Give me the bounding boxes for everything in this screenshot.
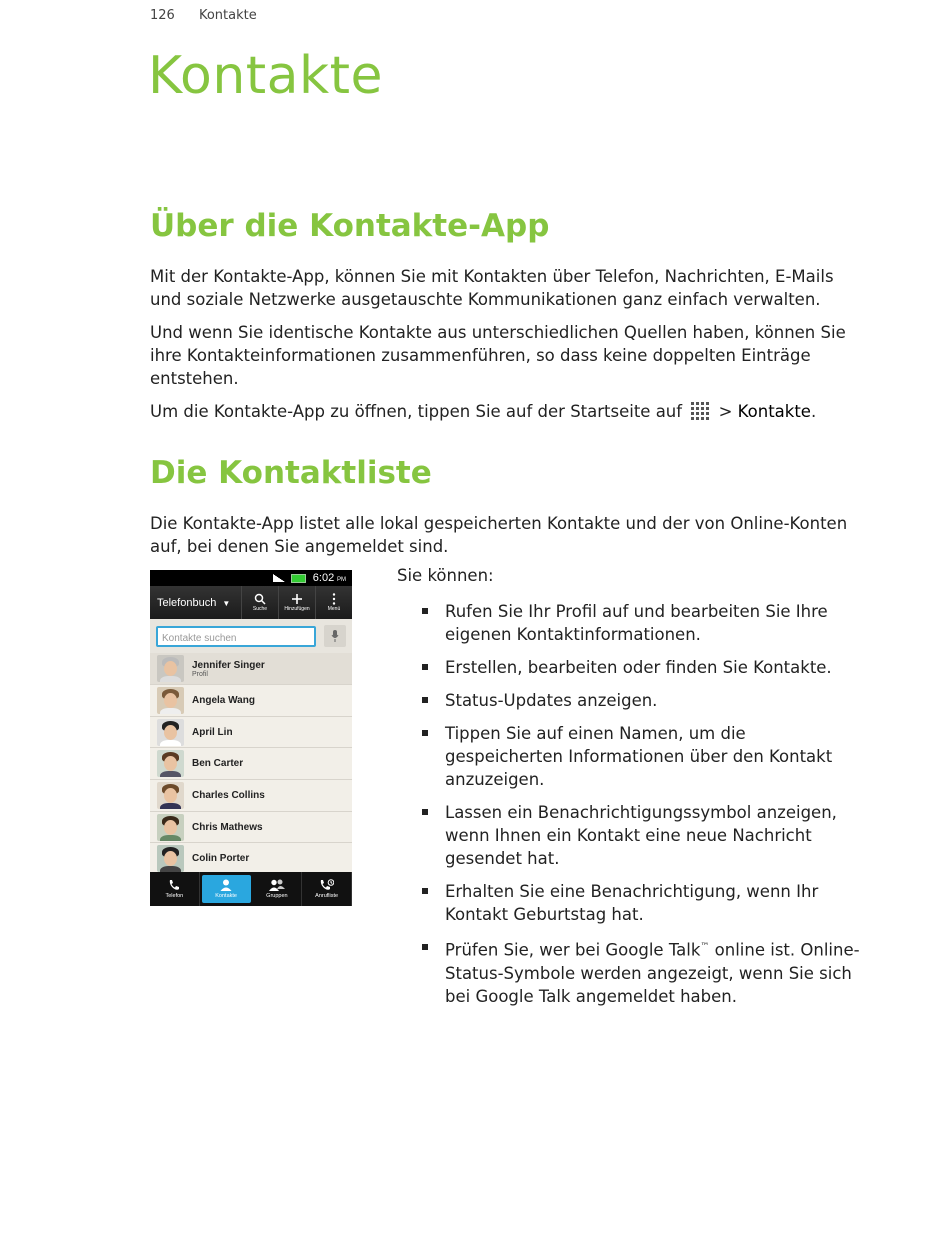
- phonebook-dropdown[interactable]: [150, 597, 241, 609]
- contact-name: Ben Carter: [192, 758, 244, 770]
- phone-action-bar: [150, 586, 352, 619]
- tab-anrufliste[interactable]: [302, 872, 352, 906]
- menu-action-label: Menü: [327, 606, 341, 612]
- search-icon: [254, 593, 266, 605]
- tab-kontakte[interactable]: [202, 875, 251, 903]
- google-talk-text-post: online ist. Online-Status-Symbole werden angezeigt, wenn Sie sich bei Google Talk angemeldet haben.: [445, 940, 860, 1006]
- tab-gruppen[interactable]: [253, 872, 303, 906]
- tab-anrufliste-label: Anrufliste: [315, 893, 339, 899]
- avatar: [157, 845, 184, 872]
- call-history-icon: [320, 879, 334, 891]
- avatar: [157, 655, 184, 682]
- list-item: Rufen Sie Ihr Profil auf und bearbeiten Sie Ihre eigenen Kontaktinformationen.: [420, 600, 860, 646]
- status-ampm: PM: [337, 577, 346, 583]
- list-item[interactable]: [150, 717, 352, 749]
- tab-gruppen-label: Gruppen: [266, 893, 288, 899]
- group-icon: [269, 879, 285, 891]
- running-section: Kontakte: [198, 8, 257, 23]
- list-item[interactable]: [150, 748, 352, 780]
- paragraph-about-2: Und wenn Sie identische Kontakte aus unterschiedlichen Quellen haben, können Sie ihre Kontakteinformationen zusammenführen, so dass keine doppelten Einträge entstehen.: [150, 323, 846, 388]
- profile-row[interactable]: [150, 653, 352, 685]
- list-item[interactable]: [150, 812, 352, 844]
- battery-icon: [291, 574, 306, 583]
- avatar: [157, 687, 184, 714]
- contact-name: Angela Wang: [192, 694, 255, 706]
- list-item: Status-Updates anzeigen.: [420, 689, 860, 712]
- plus-icon: [291, 593, 303, 605]
- overflow-menu-icon: [332, 593, 336, 605]
- section-heading-contact-list: Die Kontaktliste: [150, 455, 432, 491]
- signal-icon: [273, 574, 285, 582]
- list-item: Lassen ein Benachrichtigungssymbol anzeigen, wenn Ihnen ein Kontakt eine neue Nachricht gesendet hat.: [420, 801, 860, 870]
- open-app-text: Um die Kontakte-App zu öffnen, tippen Sie auf der Startseite auf: [150, 402, 683, 421]
- voice-search-button[interactable]: [324, 625, 346, 647]
- page-number: 126: [150, 8, 175, 23]
- avatar: [157, 814, 184, 841]
- contact-name: Colin Porter: [192, 853, 250, 865]
- contact-search-input[interactable]: Kontakte suchen: [156, 626, 316, 647]
- section-heading-about: Über die Kontakte-App: [150, 208, 550, 244]
- tab-telefon[interactable]: [150, 872, 200, 906]
- search-action-button[interactable]: [241, 586, 278, 619]
- chapter-title: Kontakte: [148, 46, 384, 106]
- phone-icon: [168, 879, 180, 891]
- profile-name: Jennifer Singer: [192, 659, 265, 671]
- paragraph-about-1: Mit der Kontakte-App, können Sie mit Kontakten über Telefon, Nachrichten, E-Mails und soziale Netzwerke ausgetauschte Kommunikationen ganz einfach verwalten.: [150, 267, 834, 309]
- kontakte-app-label: Kontakte: [737, 402, 811, 421]
- contact-name: Charles Collins: [192, 789, 265, 801]
- list-item[interactable]: [150, 843, 352, 875]
- phone-status-bar: [150, 570, 352, 586]
- add-action-button[interactable]: [278, 586, 315, 619]
- capabilities-intro: Sie können:: [397, 566, 494, 585]
- list-item: Erstellen, bearbeiten oder finden Sie Kontakte.: [420, 656, 860, 679]
- list-item[interactable]: [150, 685, 352, 717]
- paragraph-about-3: [150, 400, 850, 423]
- search-action-label: Suche: [252, 606, 268, 612]
- trademark-symbol: ™: [700, 942, 710, 952]
- tab-kontakte-label: Kontakte: [215, 893, 237, 899]
- menu-action-button[interactable]: [315, 586, 352, 619]
- tab-telefon-label: Telefon: [165, 893, 184, 899]
- microphone-icon: [331, 630, 339, 642]
- avatar: [157, 719, 184, 746]
- phone-screenshot: [150, 570, 352, 906]
- avatar: [157, 782, 184, 809]
- list-item: [420, 936, 860, 1008]
- phone-search-row: [150, 619, 352, 653]
- contact-name: Chris Mathews: [192, 821, 263, 833]
- google-talk-text-pre: Prüfen Sie, wer bei Google Talk: [445, 940, 701, 960]
- phone-tab-bar: [150, 872, 352, 906]
- all-apps-grid-icon: [691, 402, 709, 420]
- paragraph-contact-list: Die Kontakte-App listet alle lokal gespeicherten Kontakte und der von Online-Konten auf, bei denen Sie angemeldet sind.: [150, 514, 848, 556]
- person-icon: [220, 879, 232, 891]
- profile-sub: Profil: [192, 670, 208, 678]
- list-item: Erhalten Sie eine Benachrichtigung, wenn Ihr Kontakt Geburtstag hat.: [420, 880, 860, 926]
- capabilities-list: [420, 600, 860, 1018]
- status-time: 6:02: [312, 572, 335, 584]
- list-item: Tippen Sie auf einen Namen, um die gespeicherten Informationen über den Kontakt anzuzeigen.: [420, 722, 860, 791]
- contact-list: [150, 653, 352, 875]
- phonebook-title: Telefonbuch: [157, 596, 217, 609]
- chevron-down-icon: ▼: [222, 598, 231, 608]
- avatar: [157, 750, 184, 777]
- list-item[interactable]: [150, 780, 352, 812]
- contact-name: April Lin: [192, 726, 233, 738]
- period: .: [810, 402, 817, 421]
- running-header: [150, 8, 277, 23]
- path-separator: >: [718, 402, 733, 421]
- add-action-label: Hinzufügen: [284, 606, 310, 612]
